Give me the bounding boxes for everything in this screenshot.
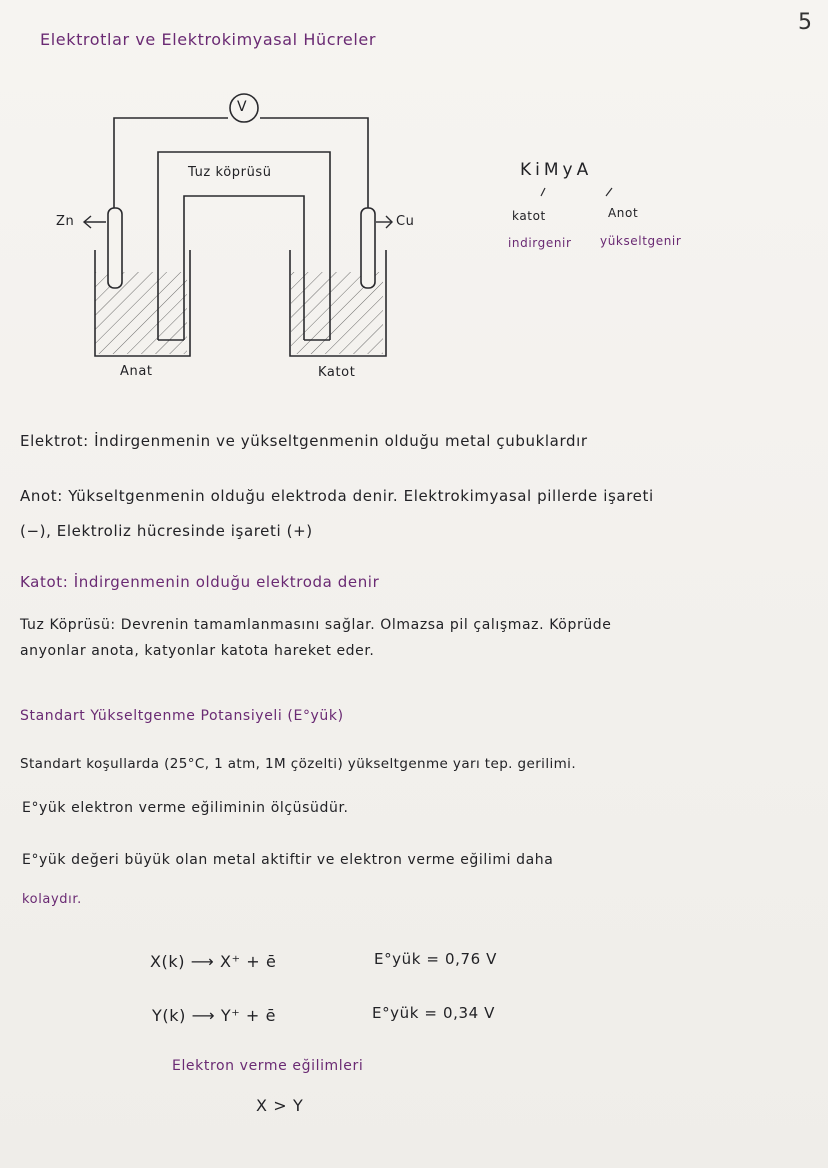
salt-bridge-label: Tuz köprüsü [188, 165, 272, 180]
def-tuz-line1: Tuz Köprüsü: Devrenin tamamlanmasını sağlar. Olmazsa pil çalışmaz. Köprüde [20, 617, 612, 633]
page-number: 5 [798, 10, 812, 35]
mnemonic-katot: katot [512, 209, 546, 223]
reaction-1: X(k) ⟶ X⁺ + ē [150, 952, 277, 971]
def-elektrot: Elektrot: İndirgenmenin ve yükseltgenmenin olduğu metal çubuklardır [20, 432, 588, 450]
potential-heading: Standart Yükseltgenme Potansiyeli (E°yük) [20, 708, 344, 724]
reaction-1-potential: E°yük = 0,76 V [374, 950, 497, 968]
cathode-label: Katot [318, 365, 356, 380]
voltmeter-label: V [237, 99, 248, 115]
mnemonic-anot: Anot [608, 206, 639, 220]
reaction-2-potential: E°yük = 0,34 V [372, 1004, 495, 1022]
mnemonic-word: KiMyA [520, 160, 593, 180]
def-tuz-line2: anyonlar anota, katyonlar katota hareket eder. [20, 643, 375, 659]
potential-line3: E°yük değeri büyük olan metal aktiftir ve elektron verme eğilimi daha [22, 852, 554, 868]
tendency-title: Elektron verme eğilimleri [172, 1058, 364, 1074]
salt-bridge [158, 152, 330, 340]
reaction-2: Y(k) ⟶ Y⁺ + ē [152, 1006, 277, 1025]
def-katot: Katot: İndirgenmenin olduğu elektroda denir [20, 573, 380, 591]
page-title: Elektrotlar ve Elektrokimyasal Hücreler [40, 30, 377, 49]
potential-line4: kolaydır. [22, 892, 82, 907]
potential-line1: Standart koşullarda (25°C, 1 atm, 1M çözelti) yükseltgenme yarı tep. gerilimi. [20, 756, 577, 772]
zinc-electrode [108, 208, 122, 288]
anode-label: Anat [120, 364, 153, 379]
def-anot-line2: (−), Elektroliz hücresinde işareti (+) [20, 522, 313, 540]
mnemonic-arrow-icon [541, 188, 612, 196]
external-wire-right [260, 118, 368, 212]
copper-electrode [361, 208, 375, 288]
zinc-label: Zn [56, 214, 75, 229]
left-arrow-icon [84, 216, 106, 228]
potential-line2: E°yük elektron verme eğiliminin ölçüsüdür. [22, 800, 349, 816]
mnemonic-yukseltgenir: yükseltgenir [600, 234, 682, 248]
electrochemical-cell-diagram [0, 0, 828, 400]
def-anot-line1: Anot: Yükseltgenmenin olduğu elektroda denir. Elektrokimyasal pillerde işareti [20, 487, 654, 505]
tendency-result: X > Y [256, 1096, 304, 1115]
copper-label: Cu [396, 214, 415, 229]
right-arrow-icon [376, 216, 392, 228]
mnemonic-indirgenir: indirgenir [508, 236, 572, 250]
